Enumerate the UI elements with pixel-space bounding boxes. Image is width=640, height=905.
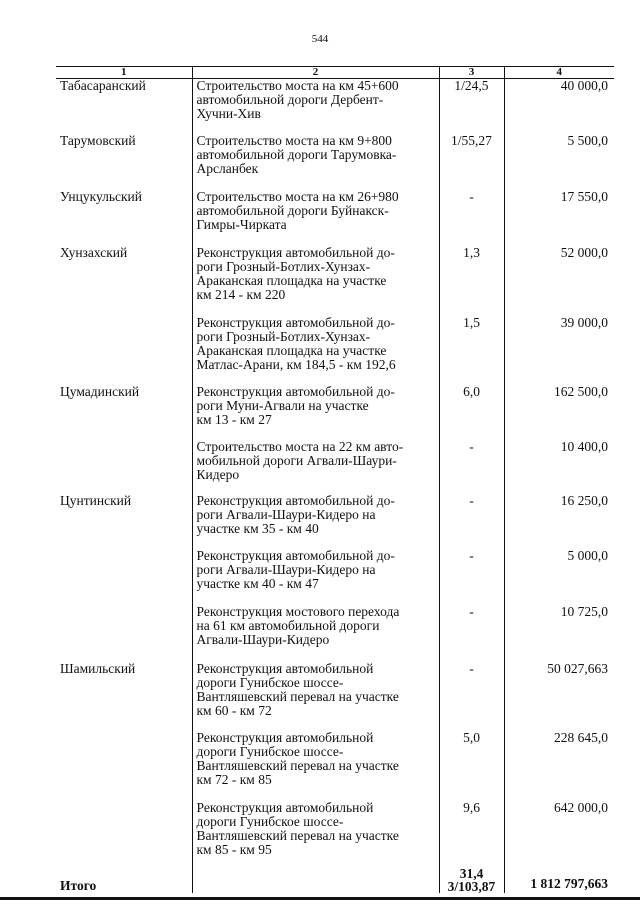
amount-cell: 50 027,663 <box>547 661 608 676</box>
total-length-line-1: 31,4 <box>459 866 484 881</box>
amount-cell: 5 500,0 <box>567 133 608 148</box>
work-description-cell <box>192 79 439 135</box>
work-description-cell <box>192 440 439 494</box>
length-cell: - <box>439 494 504 549</box>
table-header-row <box>56 67 614 79</box>
work-description-line: Гимры-Чирката <box>196 217 287 232</box>
length-cell: - <box>439 190 504 246</box>
work-description-line: Строительство моста на км 45+600 <box>196 78 399 93</box>
amount-cell: 162 500,0 <box>554 384 608 399</box>
column-header-1: 1 <box>56 67 192 79</box>
table-row <box>56 385 614 440</box>
work-description-line: Реконструкция автомобильной до- <box>196 315 395 330</box>
work-description-line: км 72 - км 85 <box>196 772 272 787</box>
table-row <box>56 605 614 662</box>
district-cell: Табасаранский <box>60 78 146 93</box>
work-description-line: Вантляшевский перевал на участке <box>196 758 399 773</box>
district-cell: Хунзахский <box>60 245 128 260</box>
district-cell: Цунтинский <box>60 493 132 508</box>
work-description-line: дороги Гунибское шоссе- <box>196 744 344 759</box>
work-description-line: роги Грозный-Ботлих-Хунзах- <box>196 259 371 274</box>
district-cell <box>56 316 192 385</box>
work-description-line: Реконструкция автомобильной до- <box>196 245 395 260</box>
amount-cell: 5 000,0 <box>567 548 608 563</box>
column-header-4: 4 <box>504 67 614 79</box>
work-description-line: роги Агвали-Шаури-Кидеро на <box>196 562 376 577</box>
work-description-line: Реконструкция автомобильной до- <box>196 493 395 508</box>
amount-cell: 52 000,0 <box>560 245 608 260</box>
table-row <box>56 134 614 190</box>
work-description-line: Вантляшевский перевал на участке <box>196 828 399 843</box>
work-description-cell <box>192 662 439 731</box>
total-length-cell <box>439 865 504 893</box>
work-description-line: роги Муни-Агвали на участке <box>196 398 369 413</box>
total-row <box>56 865 614 893</box>
work-description-line: Реконструкция автомобильной <box>196 800 374 815</box>
work-description-cell <box>192 385 439 440</box>
work-description-line: Строительство моста на км 9+800 <box>196 133 392 148</box>
district-cell <box>56 440 192 494</box>
total-work-cell <box>192 865 439 893</box>
table-row <box>56 316 614 385</box>
work-description-line: Реконструкция автомобильной <box>196 661 374 676</box>
work-description-line: км 13 - км 27 <box>196 412 272 427</box>
district-cell: Унцукульский <box>60 189 142 204</box>
work-description-line: Вантляшевский перевал на участке <box>196 689 399 704</box>
budget-table <box>56 66 614 893</box>
work-description-cell <box>192 494 439 549</box>
district-cell <box>56 801 192 865</box>
work-description-line: автомобильной дороги Тарумовка- <box>196 147 397 162</box>
length-cell: - <box>439 662 504 731</box>
length-cell: 5,0 <box>439 731 504 801</box>
amount-cell: 40 000,0 <box>560 78 608 93</box>
length-cell: - <box>439 605 504 662</box>
table-row <box>56 440 614 494</box>
amount-cell: 642 000,0 <box>554 800 608 815</box>
length-cell: 9,6 <box>439 801 504 865</box>
work-description-cell <box>192 246 439 316</box>
work-description-cell <box>192 134 439 190</box>
amount-cell: 228 645,0 <box>554 730 608 745</box>
amount-cell: 39 000,0 <box>560 315 608 330</box>
table-row <box>56 662 614 731</box>
work-description-line: Арсланбек <box>196 161 259 176</box>
district-cell: Шамильский <box>60 661 136 676</box>
work-description-cell <box>192 190 439 246</box>
district-cell <box>56 605 192 662</box>
length-cell: 1,3 <box>439 246 504 316</box>
table-row <box>56 79 614 135</box>
work-description-line: Строительство моста на км 26+980 <box>196 189 399 204</box>
total-label: Итого <box>60 878 97 893</box>
amount-cell: 16 250,0 <box>560 493 608 508</box>
table-body <box>56 79 614 866</box>
work-description-line: км 60 - км 72 <box>196 703 272 718</box>
table-row <box>56 731 614 801</box>
table-row <box>56 549 614 605</box>
table-row <box>56 494 614 549</box>
work-description-line: автомобильной дороги Буйнакск- <box>196 203 389 218</box>
district-cell <box>56 549 192 605</box>
work-description-line: Реконструкция автомобильной <box>196 730 374 745</box>
column-header-3: 3 <box>439 67 504 79</box>
work-description-line: Реконструкция мостового перехода <box>196 604 400 619</box>
work-description-line: Араканская площадка на участке <box>196 343 387 358</box>
total-length-line-2: 3/103,87 <box>447 879 496 894</box>
length-cell: 1/55,27 <box>439 134 504 190</box>
work-description-line: участке км 40 - км 47 <box>196 576 319 591</box>
work-description-cell <box>192 801 439 865</box>
length-cell: - <box>439 440 504 494</box>
length-cell: 1/24,5 <box>439 79 504 135</box>
work-description-line: дороги Гунибское шоссе- <box>196 675 344 690</box>
district-cell <box>56 731 192 801</box>
page-number: 544 <box>311 33 329 45</box>
work-description-cell <box>192 731 439 801</box>
bottom-rule <box>0 897 640 900</box>
work-description-line: Реконструкция автомобильной до- <box>196 384 395 399</box>
amount-cell: 17 550,0 <box>560 189 608 204</box>
work-description-line: км 85 - км 95 <box>196 842 272 857</box>
work-description-cell <box>192 605 439 662</box>
work-description-line: Агвали-Шаури-Кидеро <box>196 632 330 647</box>
work-description-cell <box>192 316 439 385</box>
length-cell: 1,5 <box>439 316 504 385</box>
work-description-line: дороги Гунибское шоссе- <box>196 814 344 829</box>
work-description-line: Реконструкция автомобильной до- <box>196 548 395 563</box>
district-cell: Тарумовский <box>60 133 136 148</box>
work-description-line: мобильной дороги Агвали-Шаури- <box>196 453 397 468</box>
work-description-line: роги Грозный-Ботлих-Хунзах- <box>196 329 371 344</box>
work-description-line: Строительство моста на 22 км авто- <box>196 439 404 454</box>
amount-cell: 10 725,0 <box>560 604 608 619</box>
work-description-line: Хучни-Хив <box>196 106 261 121</box>
amount-cell: 10 400,0 <box>560 439 608 454</box>
work-description-line: участке км 35 - км 40 <box>196 521 319 536</box>
district-cell: Цумадинский <box>60 384 140 399</box>
table-row <box>56 801 614 865</box>
work-description-cell <box>192 549 439 605</box>
work-description-line: на 61 км автомобильной дороги <box>196 618 380 633</box>
column-header-2: 2 <box>192 67 439 79</box>
work-description-line: Матлас-Арани, км 184,5 - км 192,6 <box>196 357 396 372</box>
total-amount: 1 812 797,663 <box>530 876 608 891</box>
length-cell: 6,0 <box>439 385 504 440</box>
table-row <box>56 246 614 316</box>
work-description-line: автомобильной дороги Дербент- <box>196 92 384 107</box>
table-row <box>56 190 614 246</box>
length-cell: - <box>439 549 504 605</box>
work-description-line: Кидеро <box>196 467 240 482</box>
work-description-line: Араканская площадка на участке <box>196 273 387 288</box>
work-description-line: роги Агвали-Шаури-Кидеро на <box>196 507 376 522</box>
work-description-line: км 214 - км 220 <box>196 287 286 302</box>
